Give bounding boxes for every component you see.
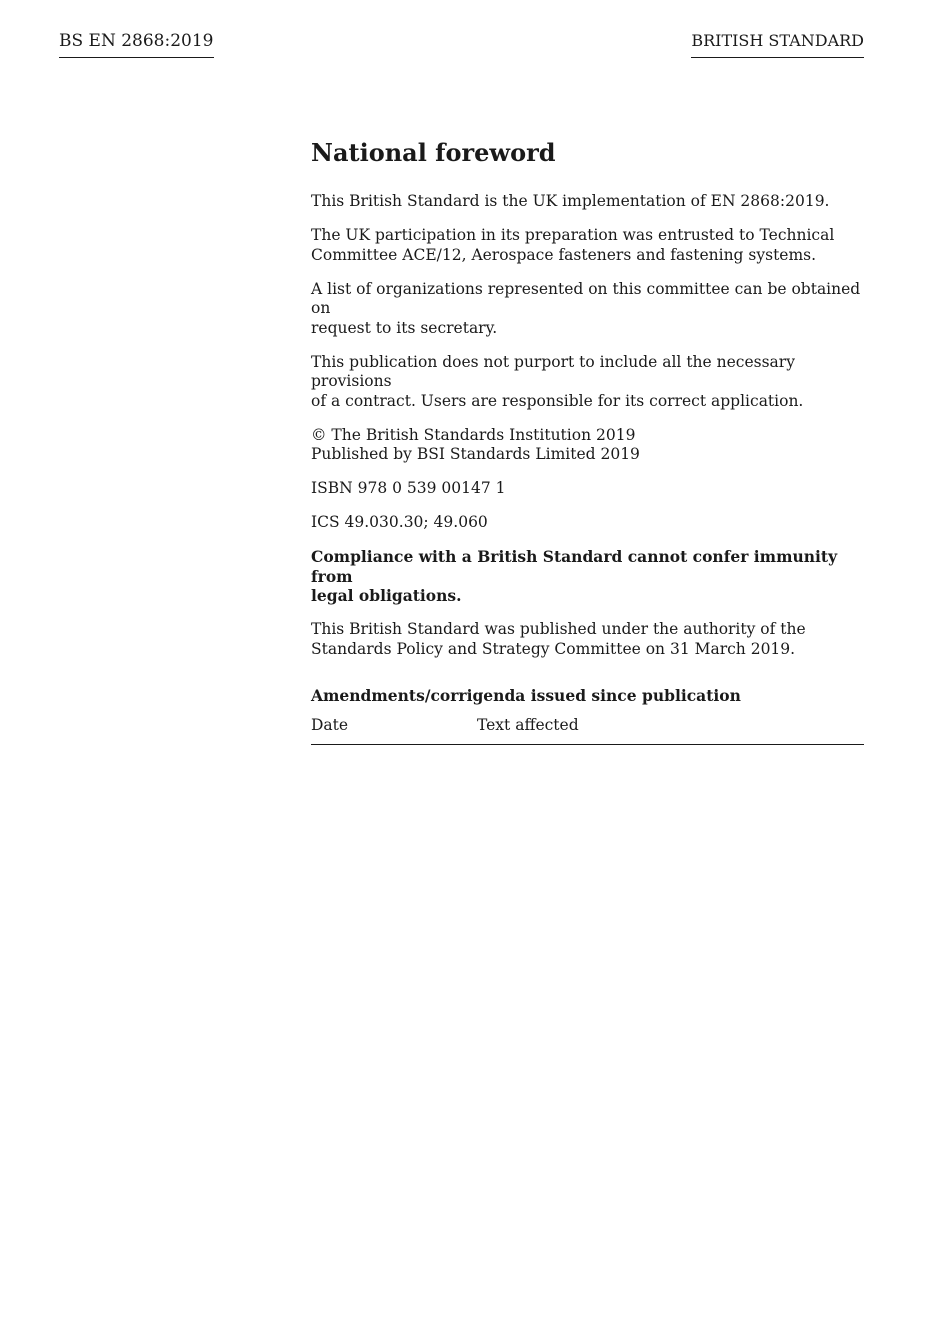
amendments-date-header: Date	[311, 716, 349, 734]
provisions-line-2: of a contract. Users are responsible for its correct application.	[311, 391, 804, 410]
organizations-line-1: A list of organizations represented on this committee can be obtained on	[311, 279, 861, 317]
page-title: National foreword	[311, 138, 556, 167]
compliance-line-1: Compliance with a British Standard cannot confer immunity from	[311, 547, 838, 586]
national-foreword-section	[311, 138, 864, 745]
amendments-text-header: Text affected	[477, 716, 579, 734]
publisher-line: Published by BSI Standards Limited 2019	[311, 445, 640, 463]
document-type: BRITISH STANDARD	[691, 30, 864, 58]
ics-paragraph	[311, 513, 864, 533]
copyright-paragraph	[311, 426, 864, 465]
participation-line-1: The UK participation in its preparation was entrusted to Technical	[311, 226, 835, 244]
implementation-text: This British Standard is the UK implementation of EN 2868:2019.	[311, 192, 830, 210]
amendments-table	[311, 715, 864, 745]
isbn-text: ISBN 978 0 539 00147 1	[311, 479, 506, 497]
organizations-line-2: request to its secretary.	[311, 318, 498, 337]
authority-line-1: This British Standard was published under the authority of the	[311, 620, 806, 638]
authority-line-2: Standards Policy and Strategy Committee on 31 March 2019.	[311, 639, 796, 658]
document-id: BS EN 2868:2019	[59, 30, 214, 58]
amendments-heading: Amendments/corrigenda issued since publication	[311, 686, 741, 705]
organizations-paragraph	[311, 280, 864, 339]
participation-paragraph	[311, 226, 864, 265]
implementation-paragraph	[311, 192, 864, 212]
compliance-paragraph	[311, 547, 864, 606]
provisions-paragraph	[311, 353, 864, 412]
authority-paragraph	[311, 620, 864, 659]
provisions-line-1: This publication does not purport to include all the necessary provisions	[311, 352, 795, 390]
copyright-line: © The British Standards Institution 2019	[311, 425, 636, 444]
compliance-line-2: legal obligations.	[311, 586, 462, 605]
participation-line-2: Committee ACE/12, Aerospace fasteners and fastening systems.	[311, 245, 817, 264]
ics-text: ICS 49.030.30; 49.060	[311, 513, 488, 531]
isbn-paragraph	[311, 479, 864, 499]
